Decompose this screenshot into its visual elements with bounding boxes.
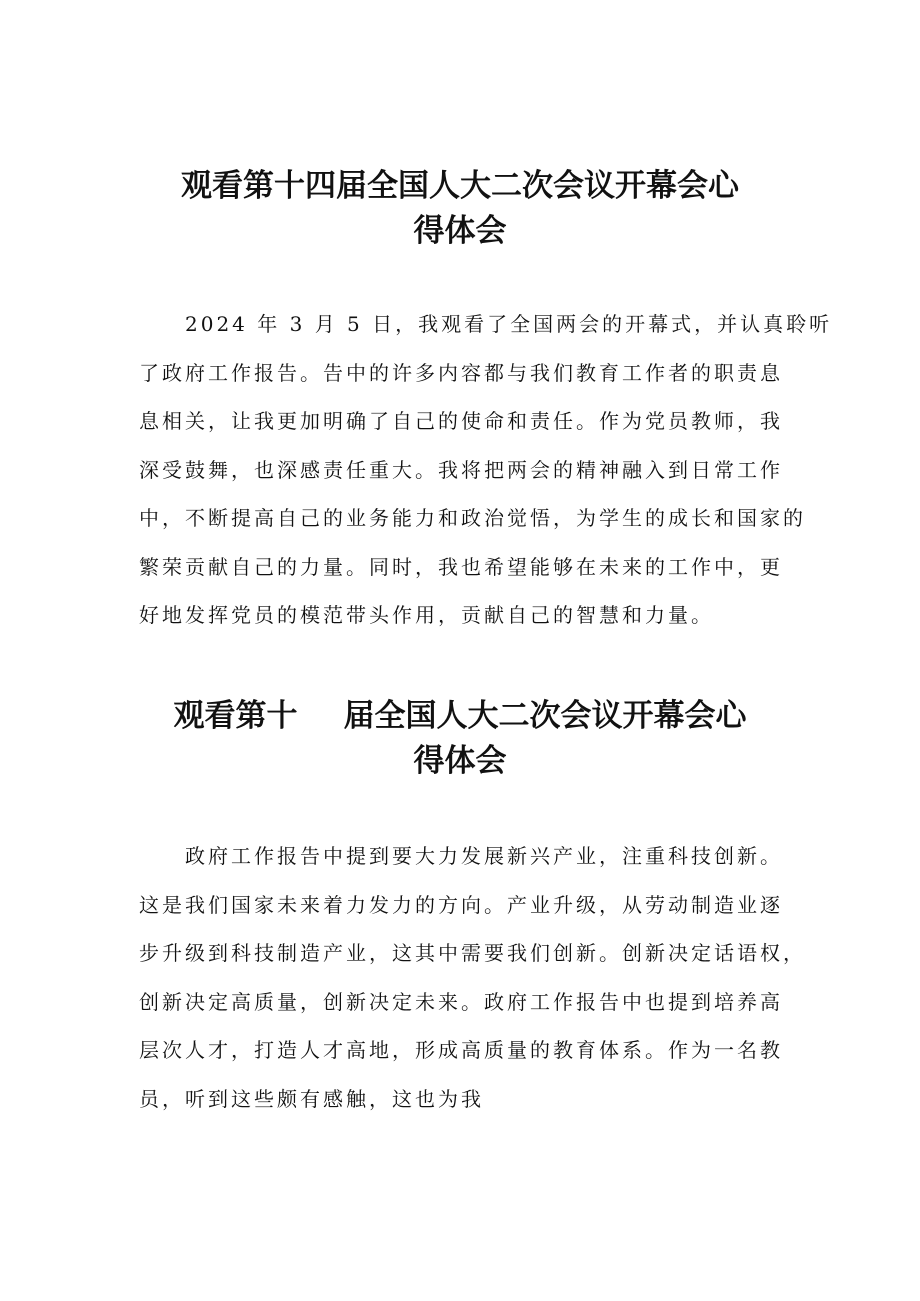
- paragraph-line: 好地发挥党员的模范带头作用，贡献自己的智慧和力量。: [139, 603, 714, 627]
- section-2-title-line-1: [140, 694, 780, 738]
- paragraph-line: 创新决定高质量，创新决定未来。政府工作报告中也提到培养高: [139, 989, 783, 1014]
- paragraph-line: 政府工作报告中提到要大力发展新兴产业，注重科技创新。: [185, 844, 783, 868]
- paragraph-line: 步升级到科技制造产业，这其中需要我们创新。创新决定话语权，: [139, 941, 806, 965]
- section-2-paragraph: [139, 832, 806, 1123]
- section-1-title-line-2: 得体会: [413, 213, 507, 249]
- paragraph-line: 层次人才，打造人才高地，形成高质量的教育体系。作为一名教: [139, 1038, 783, 1062]
- paragraph-line: 息相关，让我更加明确了自己的使命和责任。作为党员教师，我: [139, 409, 783, 433]
- section-2-title-part-1: 观看第十: [173, 698, 298, 734]
- paragraph-line: 这是我们国家未来着力发力的方向。产业升级，从劳动制造业逐: [139, 892, 783, 917]
- section-1-paragraph: [139, 300, 833, 640]
- paragraph-line: 中，不断提高自己的业务能力和政治觉悟，为学生的成长和国家的: [139, 506, 806, 530]
- paragraph-line: 员，听到这些颇有感触，这也为我: [139, 1086, 484, 1111]
- section-1-title-line-1: 观看第十四届全国人大二次会议开幕会心: [181, 168, 739, 204]
- paragraph-line: 2024 年 3 月 5 日，我观看了全国两会的开幕式，并认真聆听: [185, 312, 833, 336]
- paragraph-line: 了政府工作报告。告中的许多内容都与我们教育工作者的职责息: [139, 360, 783, 385]
- paragraph-line: 繁荣贡献自己的力量。同时，我也希望能够在未来的工作中，更: [139, 554, 783, 579]
- paragraph-line: 深受鼓舞，也深感责任重大。我将把两会的精神融入到日常工作: [139, 457, 783, 482]
- section-2-title-line-2: 得体会: [413, 743, 507, 779]
- section-2-title-part-2: 届全国人大二次会议开幕会心: [343, 698, 747, 734]
